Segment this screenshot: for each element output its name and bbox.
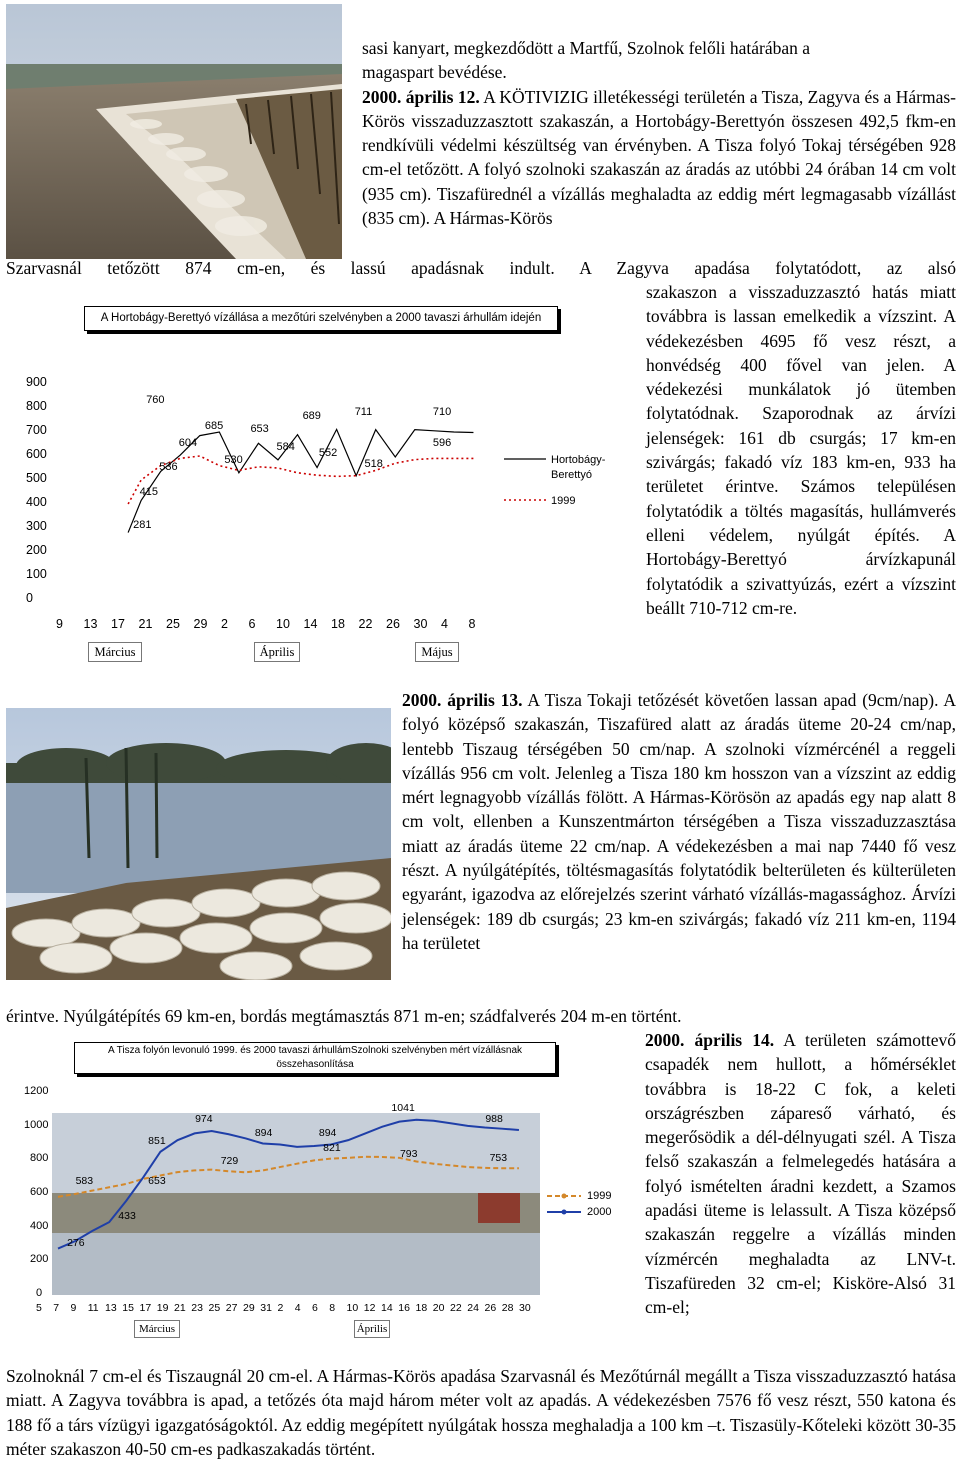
chart2-x-tick: 19 [156,1302,169,1314]
intro-line-2: magaspart bevédése. [362,62,507,83]
chart1-x-tick: 25 [166,617,180,631]
intro-line-1: sasi kanyart, megkezdődött a Martfű, Szolnok felőli határában a [362,38,811,58]
chart1-y-tick: 800 [26,399,47,413]
chart1-data-label: 552 [318,446,338,459]
chart1-x-tick: 9 [56,617,63,631]
chart-tisza-szolnok-comparison [0,1030,630,1352]
chart2-data-label: 729 [220,1155,239,1168]
date-april-12: 2000. április 12. [362,86,480,107]
paragraph-april-13 [402,688,956,955]
chart2-data-label: 821 [323,1141,341,1154]
chart2-x-tick: 23 [191,1302,203,1314]
chart1-data-label: 711 [354,406,373,418]
chart2-data-label: 583 [75,1175,94,1188]
chart2-data-label: 894 [318,1127,337,1140]
chart2-y-tick: 1000 [24,1118,49,1131]
chart2-x-tick: 31 [260,1302,272,1314]
chart1-x-tick: 30 [413,617,428,631]
chart1-y-tick: 500 [26,471,47,485]
chart2-x-tick: 22 [450,1302,462,1314]
chart2-x-tick: 28 [501,1302,514,1314]
chart1-x-tick: 2 [221,617,228,631]
chart2-x-tick: 6 [312,1302,318,1314]
chart2-data-label: 894 [254,1127,273,1140]
chart1-y-tick: 300 [26,519,47,533]
chart1-data-label: 710 [432,406,452,418]
april-13-text: A Tisza Tokaji tetőzését követően lassan apad (9cm/nap). A folyó középső szakaszán, Tiszafüred alatt az áradás üteme 20-24 cm/nap, lentebb Tiszaug térségében 50 cm/nap. A szolnoki vízmércénél a reggeli vízállás 956 cm volt. Jelenleg a Tisza 180 km hosszon van a vízszint az eddig mért legnagyobb vízállás fölött. A Hármas-Körösön az apadás egy nap alatt 8 cm volt, ellenben a Kunszentmárton térségében a Tisza visszaduzzasztása miatt az áradás üteme 22 cm/nap. A védekezésben a mai nap 7440 fő vesz részt. A nyúlgátépítés, töltésmagasítás folytatódik belterületen és külterületen egyaránt, igazodva az előrejelzés szerint várható vízállás-magassághoz. Árvízi jelenségek: 189 db csurgás; 23 km-en szivárgás; fakadó víz 211 km-en, 1194 ha területet [402,690,956,953]
photo-sandbag-levee-middle-image [6,708,391,980]
chart-hortobagy-berettyo [0,300,628,670]
chart2-x-tick: 20 [432,1302,445,1314]
chart1-x-tick: 18 [331,617,345,631]
chart1-x-tick: 21 [138,617,153,631]
chart2-x-tick: 29 [243,1302,255,1314]
chart1-data-label: 530 [224,454,243,466]
chart1-data-label: 536 [159,461,178,474]
paragraph-april-12 [362,85,956,231]
chart1-y-tick: 100 [26,567,47,581]
chart2-legend-2000: 2000 [587,1206,612,1218]
chart1-x-tick: 4 [441,617,448,631]
chart1-data-label: 604 [178,437,198,450]
chart2-x-tick: 16 [398,1302,410,1314]
chart2-data-label: 653 [148,1175,166,1188]
chart2-data-label: 276 [67,1236,85,1249]
chart1-data-label: 281 [133,518,152,531]
chart1-x-tick: 17 [111,617,125,631]
chart2-x-tick: 5 [36,1302,42,1314]
date-april-13: 2000. április 13. [402,690,523,710]
april-12-text: A KÖTIVIZIG illetékességi területén a Tisza, Zagyva és a Hármas-Körös visszaduzzasztott szakaszán, a Hortobágy-Berettyón összesen 492,5 fkm-en rendkívüli védelmi készültség van érvényben. A Tisza folyó Tokaj térségében 928 cm-el tetőzött. A folyó szolnoki szakaszán az áradás az utóbbi 24 órában 14 cm volt (935 cm). Tiszafürednél a vízállás meghaladta az eddig mért legmagasabb vízállást (835 cm). A Hármas-Körös [362,86,956,229]
chart1-month-aprilis: Április [254,642,300,662]
chart1-x-tick: 13 [83,617,98,631]
chart2-x-tick: 15 [122,1302,134,1314]
chart1-x-tick: 26 [386,617,400,631]
chart2-y-tick: 400 [30,1219,49,1232]
photo-sandbag-levee-middle [6,708,391,980]
chart2-x-tick: 2 [277,1302,284,1314]
chart2-x-tick: 27 [225,1302,238,1314]
chart2-x-tick: 21 [174,1302,186,1314]
chart2-y-tick: 600 [30,1186,49,1198]
chart1-legend-1999: 1999 [551,495,576,507]
chart2-y-tick: 0 [36,1287,43,1299]
chart2-x-tick: 13 [105,1302,117,1314]
chart2-x-tick: 14 [381,1302,393,1314]
chart2-data-label: 753 [489,1151,508,1164]
chart1-data-label: 685 [204,420,224,433]
chart1-data-label: 689 [302,409,321,422]
chart2-y-tick: 800 [30,1152,49,1165]
chart2-data-label: 974 [195,1112,213,1125]
chart1-x-tick: 8 [468,617,476,631]
chart2-x-tick: 25 [208,1302,221,1314]
chart1-y-tick: 200 [26,543,47,557]
chart1-x-tick: 29 [193,617,208,631]
chart2-x-tick: 7 [53,1302,60,1314]
full-width-line-1: Szarvasnál tetőzött 874 cm-en, és lassú apadásnak indult. A Zagyva apadása folytatódott, az alsó [6,258,956,278]
chart2-data-label: 793 [399,1148,418,1161]
chart2-x-tick: 11 [87,1302,99,1314]
chart1-month-marcius: Március [88,642,142,662]
chart2-x-tick: 24 [467,1302,479,1314]
chart1-data-label: 518 [364,457,383,470]
chart1-y-tick: 900 [26,375,47,389]
chart1-month-majus: Május [415,642,459,662]
chart1-data-label: 653 [250,422,269,435]
chart1-data-label: 415 [139,486,159,499]
chart2-legend-1999: 1999 [587,1190,612,1202]
full-width-line-2: érintve. Nyúlgátépítés 69 km-en, bordás megtámasztás 871 m-en; szádfalverés 204 m-en történt. [6,1006,682,1026]
chart2-x-tick: 30 [519,1302,531,1314]
april-14-text: A területen számottevő csapadék nem hullott, a hőmérséklet továbbra is 18-22 C fok, a keleti országrészben zápareső várható, és megerősödik a dél-délnyugati szél. A Tisza felső szakaszán a felmelegedés hatására a folyó ismételten áradni kezdett, a Szamos apadási üteme is lelassult. A Tisza középső szakaszán reggelre a vízállás minden vízmércén meghaladta az LNV-t. Tiszafüreden 32 cm-el; Kisköre-Alsó 31 cm-el; [645,1030,956,1318]
photo-sandbag-levee-top [6,4,342,259]
paragraph-right-column-1: szakaszon a visszaduzzasztó hatás miatt továbbra is lassan emelkedik a vízszint. A védekezésben 4695 fő vesz részt, a honvédség 400 fővel van jelen. A védekezési munkálatok jó ütemben folytatódnak. Szaporodnak az árvízi jelenségek: 161 db csurgás; 17 km-en szivárgás; fakadó víz 183 km-en, 933 ha területet érintve. Számos településen folytatódik a töltés magasítás, hullámverés elleni védelem, nyúlgát építés. A Hortobágy-Berettyó árvízkapunál folytatódik a szivattyúzás, ezért a vízszint beállt 710-712 cm-re. [646,282,956,618]
chart2-x-tick: 17 [139,1302,152,1314]
chart2-month-marcius: Március [134,1320,180,1338]
chart1-y-tick: 400 [26,495,47,509]
photo-sandbag-levee-top-image [6,4,342,259]
chart2-title: A Tisza folyón levonuló 1999. és 2000 tavaszi árhullámSzolnoki szelvényben mért vízállásnak összehasonlítása [74,1042,556,1074]
chart1-legend-lines [0,300,628,670]
chart2-y-tick: 200 [30,1253,49,1266]
chart2-x-tick: 9 [70,1302,77,1314]
date-april-14: 2000. április 14. [645,1030,775,1050]
chart2-x-tick: 18 [415,1302,428,1314]
chart2-x-tick: 8 [329,1302,336,1314]
chart1-y-tick: 0 [26,591,33,605]
chart2-x-tick: 4 [294,1302,301,1314]
chart1-y-tick: 700 [26,423,47,437]
chart1-data-label: 584 [276,441,295,454]
chart2-x-tick: 10 [346,1302,359,1314]
chart1-title: A Hortobágy-Berettyó vízállása a mezőtúri szelvényben a 2000 tavaszi árhullám idején [84,306,558,331]
chart1-x-tick: 14 [303,617,318,631]
chart1-x-tick: 6 [248,617,256,631]
chart1-data-label: 596 [432,437,452,450]
chart2-data-label: 851 [148,1134,166,1147]
chart1-legend-hortobagy: Hortobágy-Berettyó [551,454,606,481]
chart2-x-tick: 26 [484,1302,497,1314]
paragraph-intro [362,36,956,230]
chart2-data-label: 988 [485,1112,503,1125]
paragraph-bottom: Szolnoknál 7 cm-el és Tiszaugnál 20 cm-el. A Hármas-Körös apadása Szarvasnál és Mezőtúrnál megállt a Tisza visszaduzzasztó hatása miatt. A Zagyva továbbra is apad, a tetőzés óta majd három méter volt az apadás. A védekezésben 7576 fő vesz részt, 550 katona és 188 fő a társ vízügyi igazgatóságoktól. Az eddig megépített nyúlgátak hossza meghaladja a 100 km –t. Tiszasüly-Kőteleki között 30-35 méter szakaszon 40-50 cm-es padkaszakadás történt. [6,1366,956,1459]
chart1-y-tick: 600 [26,447,47,461]
chart2-x-tick: 12 [363,1302,376,1314]
chart1-x-tick: 22 [358,617,373,631]
paragraph-april-14 [645,1028,956,1320]
chart2-month-aprilis: Április [354,1320,390,1338]
chart1-x-tick: 10 [276,617,290,631]
chart2-data-label: 433 [118,1210,136,1223]
chart2-y-tick: 1200 [24,1085,49,1097]
chart1-data-label: 760 [146,394,165,406]
chart2-data-label: 1041 [391,1102,415,1115]
chart2-legend-lines [0,1030,630,1352]
